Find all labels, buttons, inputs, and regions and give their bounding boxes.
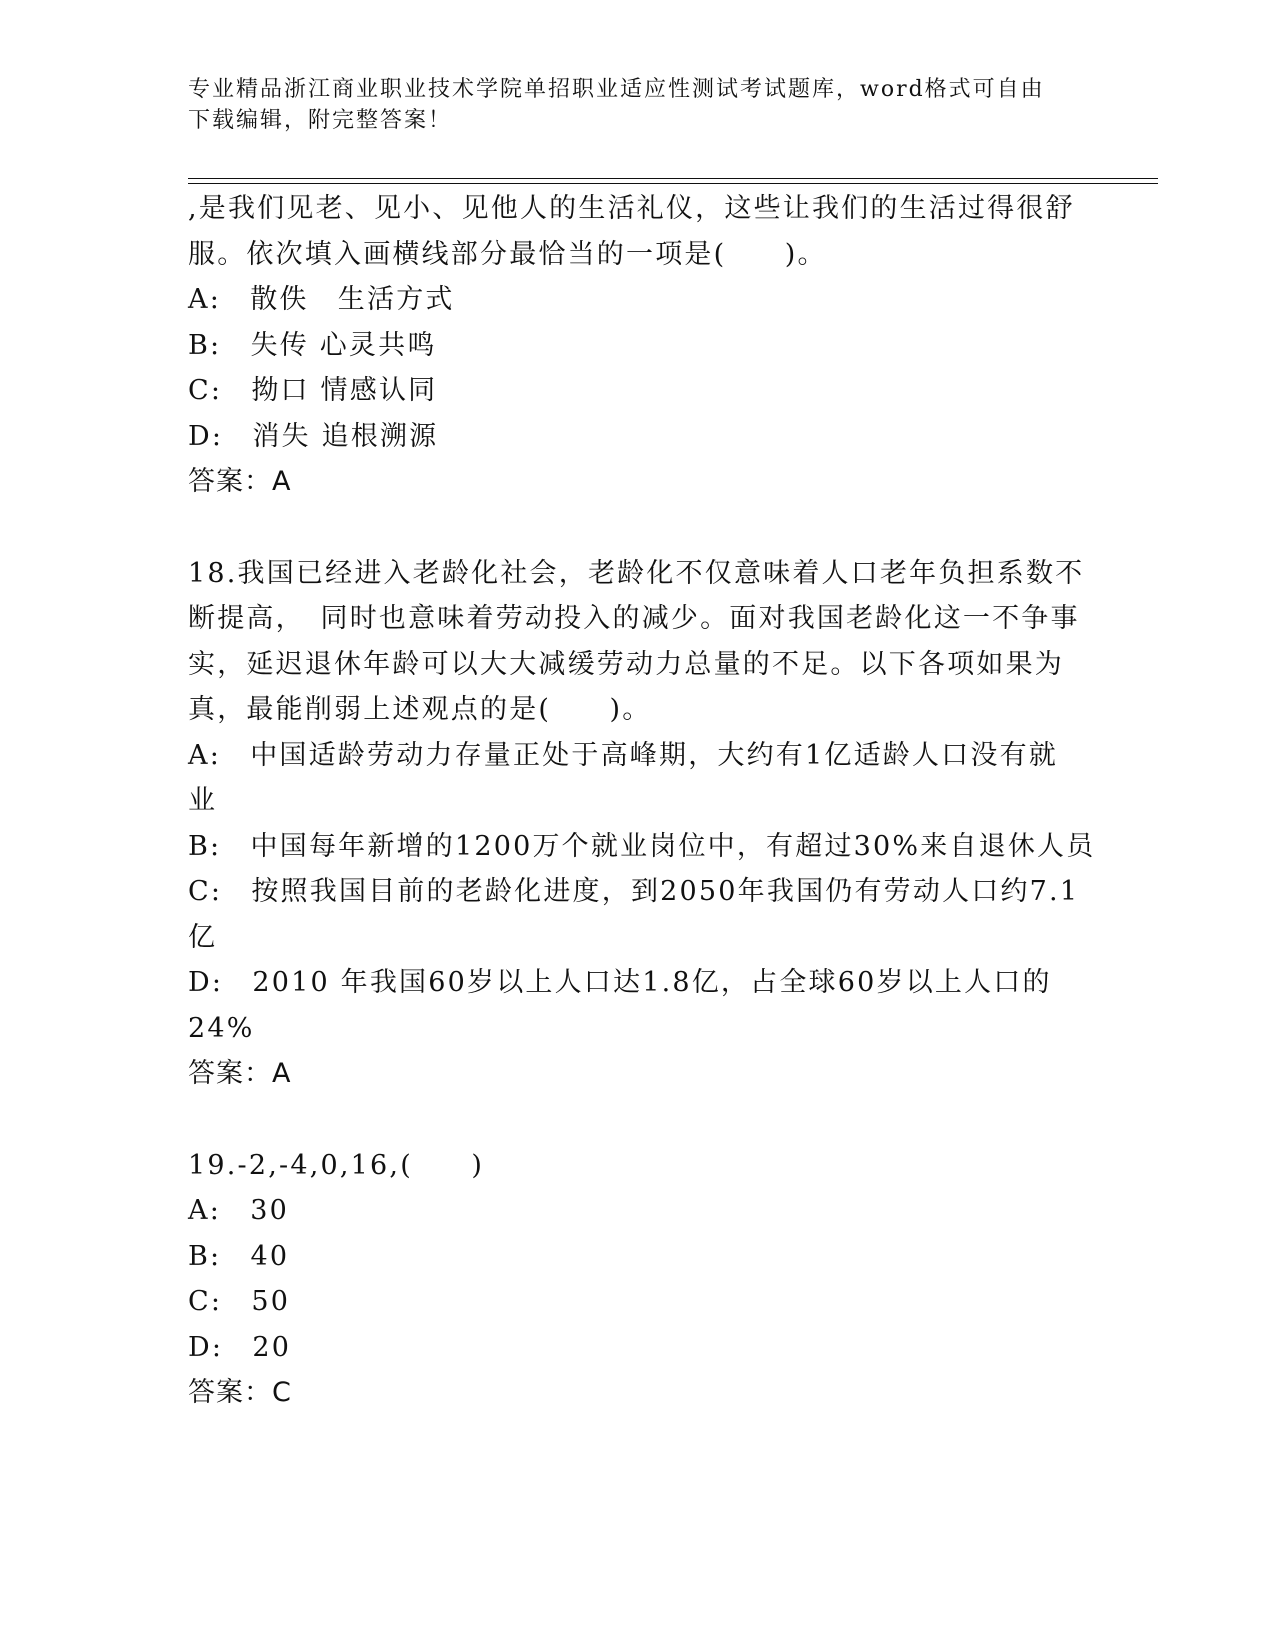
option-b: B: 失传 心灵共鸣	[188, 329, 437, 361]
option-a: A: 30	[188, 1195, 289, 1226]
spacer	[188, 505, 1078, 551]
question-text-line: 断提高， 同时也意味着劳动投入的减少。面对我国老龄化这一不争事	[188, 603, 1080, 634]
document-header	[188, 74, 1068, 136]
option-b: B: 40	[188, 1240, 290, 1272]
option-c: C: 50	[188, 1286, 291, 1317]
option-d: D: 20	[188, 1331, 292, 1363]
option-d: D: 2010 年我国60岁以上人口达1.8亿，占全球60岁以上人口的	[188, 967, 1052, 998]
option-a: A: 散佚 生活方式	[188, 284, 455, 315]
question-text-line: 18.我国已经进入老龄化社会，老龄化不仅意味着人口老年负担系数不	[188, 557, 1085, 589]
answer-line: 答案：A	[188, 1058, 292, 1089]
question-text-line: 服。依次填入画横线部分最恰当的一项是( )。	[188, 238, 827, 270]
question-text-line: ,是我们见老、见小、见他人的生活礼仪，这些让我们的生活过得很舒	[188, 193, 1075, 224]
header-line-2: 下载编辑，附完整答案！	[188, 108, 453, 133]
option-a-continued: 业	[188, 785, 218, 816]
question-text-line: 实，延迟退休年龄可以大大减缓劳动力总量的不足。以下各项如果为	[188, 648, 1064, 680]
header-line-1: 专业精品浙江商业职业技术学院单招职业适应性测试考试题库，word格式可自由	[188, 77, 1045, 102]
option-c: C: 拗口 情感认同	[188, 375, 438, 406]
question-text-line: 19.-2,-4,0,16,( )	[188, 1149, 485, 1181]
document-body	[188, 186, 1096, 1416]
option-d-continued: 24%	[188, 1012, 255, 1044]
option-c-continued: 亿	[188, 921, 218, 953]
option-b: B: 中国每年新增的1200万个就业岗位中，有超过30%来自退休人员	[188, 830, 1096, 862]
header-divider-bottom	[188, 183, 1158, 184]
header-divider-top	[188, 178, 1158, 179]
answer-line: 答案：C	[188, 1377, 292, 1408]
spacer	[188, 1097, 1078, 1143]
answer-line: 答案：A	[188, 466, 292, 497]
question-19	[188, 1143, 1078, 1416]
question-text-line: 真，最能削弱上述观点的是( )。	[188, 694, 652, 725]
option-d: D: 消失 追根溯源	[188, 420, 439, 452]
option-c: C: 按照我国目前的老龄化进度，到2050年我国仍有劳动人口约7.1	[188, 876, 1080, 907]
question-18	[188, 551, 1096, 1097]
question-17	[188, 186, 1078, 505]
option-a: A: 中国适龄劳动力存量正处于高峰期，大约有1亿适龄人口没有就	[188, 739, 1058, 771]
